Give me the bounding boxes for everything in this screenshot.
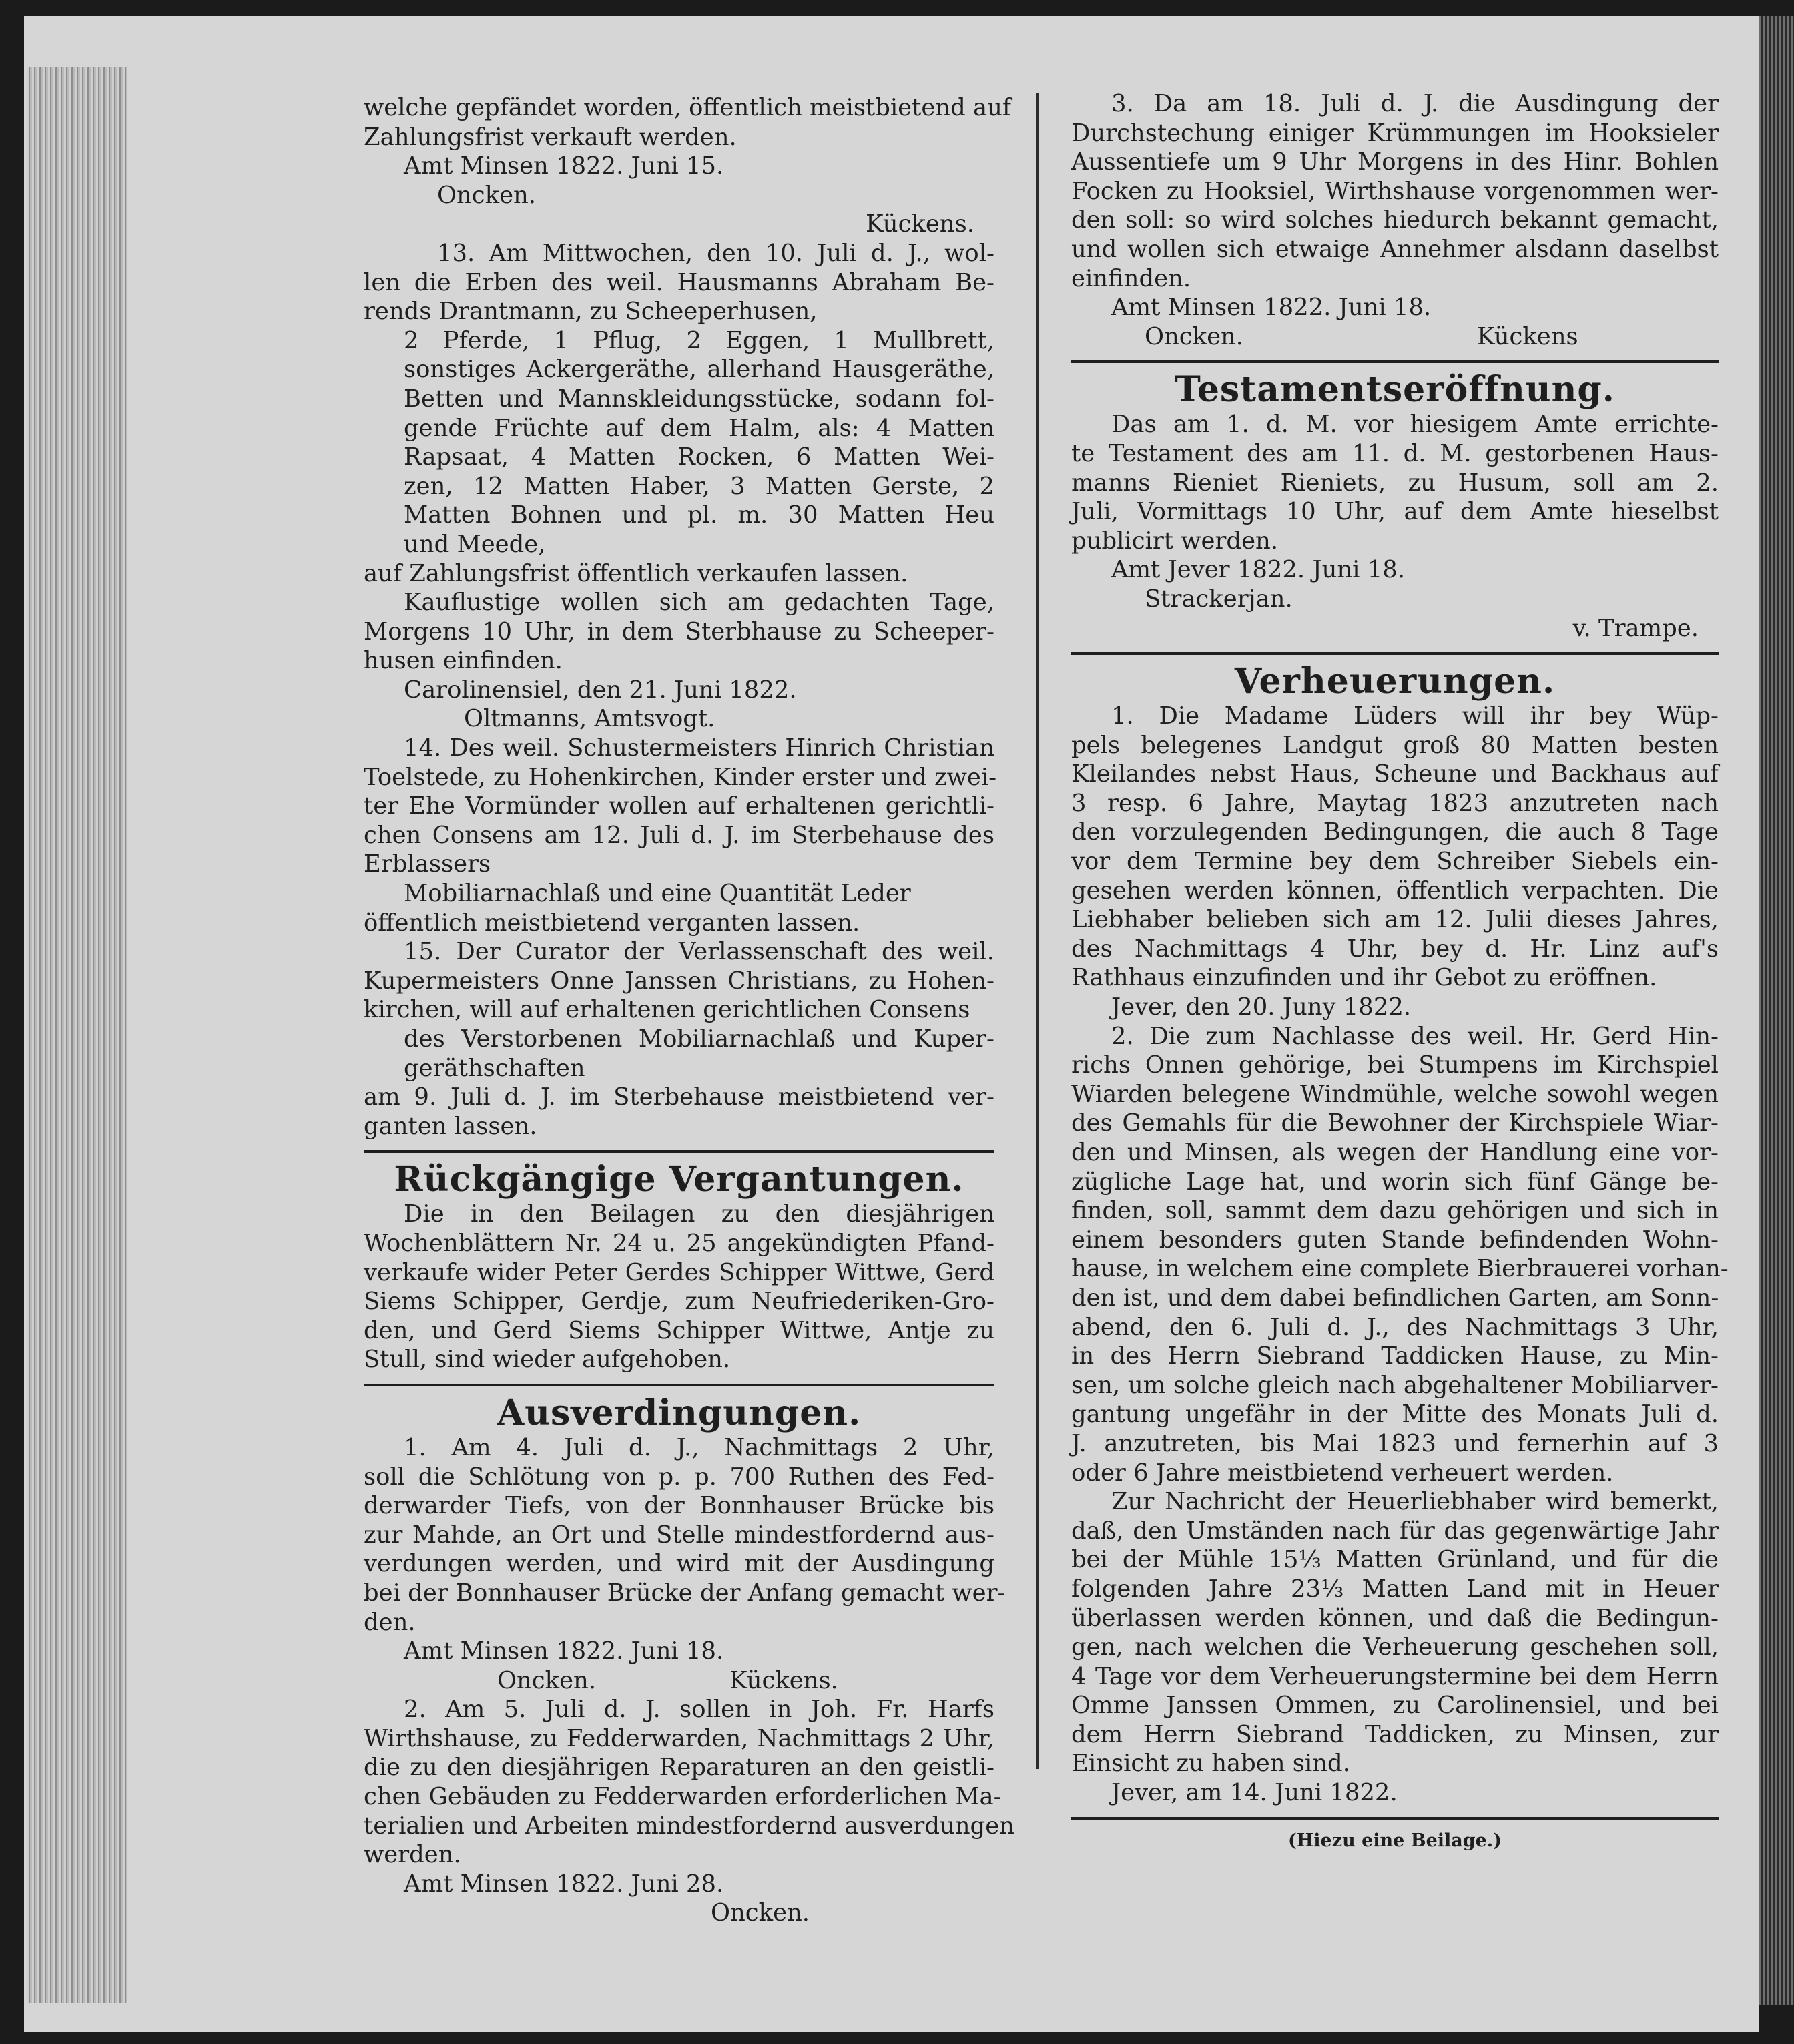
text-line: Kauflustige wollen sich am gedachten Tage,	[404, 589, 994, 617]
text-line: zur Mahde, an Ort und Stelle mindestfordernd aus-	[364, 1521, 994, 1549]
next-page-edge	[1759, 16, 1794, 2005]
notice-3	[1071, 89, 1719, 351]
text-line: den.	[364, 1608, 416, 1636]
text-line: Morgens 10 Uhr, in dem Sterbhause zu Scheeper-	[364, 617, 994, 646]
text-line: daß, den Umständen nach für das gegenwärtige Jahr	[1071, 1517, 1719, 1545]
section-heading: Ausverdingungen.	[497, 1392, 862, 1433]
text-line: Toelstede, zu Hohenkirchen, Kinder erster und zwei-	[364, 763, 997, 791]
item-list-line: des Verstorbenen Mobiliarnachlaß und Kuper-	[404, 1025, 994, 1053]
text-line: Zur Nachricht der Heuerliebhaber wird bemerkt,	[1111, 1488, 1719, 1516]
notice-date: Amt Minsen 1822. Juni 18.	[404, 1637, 724, 1666]
section-verheuerungen	[1071, 661, 1729, 1808]
section-divider	[364, 1384, 994, 1386]
text-line: Siems Schipper, Gerdje, zum Neufriederiken-Gro-	[364, 1288, 994, 1316]
notice-15	[364, 937, 994, 1141]
notice-date: Jever, den 20. Juny 1822.	[1111, 993, 1412, 1021]
signature-right-text: Kückens.	[729, 1666, 838, 1694]
section-divider	[1071, 360, 1719, 363]
text-line: 2. Die zum Nachlasse des weil. Hr. Gerd Hin-	[1111, 1022, 1719, 1050]
text-line: den, und Gerd Siems Schipper Wittwe, Antje zu	[364, 1316, 994, 1344]
text-line: 14. Des weil. Schustermeisters Hinrich Christian	[404, 734, 994, 762]
text-line: 15. Der Curator der Verlassenschaft des weil.	[404, 938, 994, 966]
text-line: die zu den diesjährigen Reparaturen an den geistli-	[364, 1754, 994, 1782]
text-line: zügliche Lage hat, und worin sich fünf Gänge be-	[1071, 1168, 1719, 1196]
text-line: Erblassers	[364, 850, 491, 878]
text-line: chen Gebäuden zu Fedderwarden erforderlichen Ma-	[364, 1783, 1002, 1811]
notice-date: Amt Minsen 1822. Juni 15.	[404, 152, 724, 180]
notice-13	[364, 239, 994, 734]
item-list-line: Betten und Mannskleidungsstücke, sodann fol-	[404, 385, 994, 413]
text-line: derwarder Tiefs, von der Bonnhauser Brücke bis	[364, 1492, 994, 1520]
text-line: in des Herrn Siebrand Taddicken Hause, zu Min-	[1071, 1342, 1719, 1370]
signature-right-text: Kückens	[1477, 322, 1578, 350]
item-list-line: Matten Bohnen und pl. m. 30 Matten Heu	[404, 501, 994, 529]
text-line: te Testament des am 11. d. M. gestorbenen Haus-	[1071, 439, 1719, 467]
signature-left-text: Oncken.	[497, 1666, 597, 1694]
text-line: pels belegenes Landgut groß 80 Matten besten	[1071, 731, 1719, 759]
intro-notice	[364, 93, 1011, 239]
text-line: verdungen werden, und wird mit der Ausdingung	[364, 1550, 994, 1578]
signature-right: Kückens.	[866, 210, 974, 238]
text-line: auf Zahlungsfrist öffentlich verkaufen lassen.	[364, 559, 908, 587]
text-line: Durchstechung einiger Krümmungen im Hooksieler	[1071, 119, 1719, 147]
text-line: Juli, Vormittags 10 Uhr, auf dem Amte hieselbst	[1071, 498, 1719, 526]
text-line: 1. Am 4. Juli d. J., Nachmittags 2 Uhr,	[404, 1433, 994, 1461]
text-line: Die in den Beilagen zu den diesjährigen	[404, 1200, 994, 1228]
text-line: 3 resp. 6 Jahre, Maytag 1823 anzutreten nach	[1071, 789, 1719, 817]
text-line: richs Onnen gehörige, bei Stumpens im Kirchspiel	[1071, 1051, 1719, 1079]
text-line: gen, nach welchen die Verheuerung geschehen soll,	[1071, 1633, 1719, 1662]
text-line: kirchen, will auf erhaltenen gerichtlichen Consens	[364, 996, 970, 1024]
text-line: welche gepfändet worden, öffentlich meistbietend auf	[364, 94, 1011, 121]
text-line: Zahlungsfrist verkauft werden.	[364, 123, 737, 151]
text-line: J. anzutreten, bis Mai 1823 und fernerhin auf 3	[1071, 1429, 1719, 1457]
text-line: den ist, und dem dabei befindlichen Garten, am Sonn-	[1071, 1284, 1719, 1312]
text-line: abend, den 6. Juli d. J., des Nachmittags 3 Uhr,	[1071, 1313, 1719, 1341]
page-fore-edge	[27, 67, 127, 2003]
text-line: und wollen sich etwaige Annehmer alsdann daselbst	[1071, 235, 1719, 263]
text-line: verkaufe wider Peter Gerdes Schipper Wittwe, Gerd	[364, 1258, 994, 1286]
text-line: einem besonders guten Stande befindenden Wohn-	[1071, 1226, 1719, 1254]
item-list-line: Mobiliarnachlaß und eine Quantität Leder	[404, 880, 911, 908]
text-line: Aussentiefe um 9 Uhr Morgens in des Hinr. Bohlen	[1071, 148, 1719, 176]
text-line: manns Rieniet Rieniets, zu Husum, soll am 2.	[1071, 469, 1719, 497]
text-line: oder 6 Jahre meistbietend verheuert werden.	[1071, 1459, 1614, 1487]
text-line: rends Drantmann, zu Scheeperhusen,	[364, 298, 818, 326]
notice-date: Amt Jever 1822. Juni 18.	[1111, 556, 1406, 584]
section-rueckgaengige-vergantungen	[364, 1160, 994, 1374]
text-line: den vorzulegenden Bedingungen, die auch 8 Tage	[1071, 818, 1719, 846]
text-line: chen Consens am 12. Juli d. J. im Sterbehause des	[364, 821, 994, 849]
text-line: Wochenblättern Nr. 24 u. 25 angekündigten Pfand-	[364, 1229, 994, 1257]
item-list-line: und Meede,	[404, 530, 546, 558]
notice-14	[364, 734, 997, 937]
notice-date: Amt Minsen 1822. Juni 28.	[404, 1870, 724, 1898]
section-divider	[1071, 1817, 1719, 1820]
text-line: 2. Am 5. Juli d. J. sollen in Joh. Fr. Harfs	[404, 1696, 994, 1724]
text-line: den und Minsen, als wegen der Handlung eine vor-	[1071, 1139, 1719, 1166]
text-line: werden.	[364, 1841, 461, 1869]
text-line: Kleilandes nebst Haus, Scheune und Backhaus auf	[1071, 760, 1719, 788]
section-heading: Rückgängige Vergantungen.	[394, 1159, 964, 1200]
text-line: Wiarden belegene Windmühle, welche sowohl wegen	[1071, 1080, 1719, 1108]
text-line: Liebhaber belieben sich am 12. Julii dieses Jahres,	[1071, 906, 1719, 934]
section-heading: Testamentseröffnung.	[1175, 369, 1615, 411]
text-line: des Nachmittags 4 Uhr, bey d. Hr. Linz auf's	[1071, 935, 1719, 963]
text-line: dem Herrn Siebrand Taddicken, zu Minsen, zur	[1071, 1720, 1719, 1748]
item-list-line: Rapsaat, 4 Matten Rocken, 6 Matten Wei-	[404, 443, 994, 471]
text-line: öffentlich meistbietend verganten lassen.	[364, 909, 860, 937]
text-line: ganten lassen.	[364, 1112, 537, 1140]
signature-left: Oncken.	[437, 181, 537, 209]
text-line: Das am 1. d. M. vor hiesigem Amte errichte-	[1111, 411, 1719, 439]
text-line: terialien und Arbeiten mindestfordernd ausverdungen	[364, 1812, 1014, 1840]
text-line: Einsicht zu haben sind.	[1071, 1750, 1350, 1778]
text-line: Wirthshause, zu Fedderwarden, Nachmittags 2 Uhr,	[364, 1724, 994, 1752]
signature-left	[364, 1666, 994, 1696]
text-line: hause, in welchem eine complete Bierbrauerei vorhan-	[1071, 1255, 1729, 1283]
text-line: husen einfinden.	[364, 647, 563, 675]
text-line: finden, soll, sammt dem dazu gehörigen und sich in	[1071, 1197, 1719, 1225]
text-line: überlassen werden können, und daß die Bedingun-	[1071, 1604, 1719, 1632]
signature-line	[1071, 322, 1719, 352]
text-line: publicirt werden.	[1071, 527, 1279, 555]
text-line: Stull, sind wieder aufgehoben.	[364, 1346, 731, 1374]
text-line: am 9. Juli d. J. im Sterbehause meistbietend ver-	[364, 1083, 994, 1111]
text-line: Rathhaus einzufinden und ihr Gebot zu eröffnen.	[1071, 964, 1657, 992]
text-line: 13. Am Mittwochen, den 10. Juli d. J., wol-	[437, 239, 994, 267]
text-line: len die Erben des weil. Hausmanns Abraham Be-	[364, 268, 994, 296]
text-line: gantung ungefähr in der Mitte des Monats Juli d.	[1071, 1400, 1719, 1429]
left-column	[364, 93, 1014, 1928]
text-line: folgenden Jahre 23⅓ Matten Land mit in Heuer	[1071, 1575, 1719, 1603]
right-column	[1071, 89, 1729, 1855]
notice-date: Jever, am 14. Juni 1822.	[1111, 1779, 1398, 1807]
text-line: sen, um solche gleich nach abgehaltener Mobiliarver-	[1071, 1371, 1719, 1399]
notice-date: Carolinensiel, den 21. Juni 1822.	[404, 676, 797, 704]
section-testamentseroeffnung	[1071, 370, 1719, 643]
section-divider	[364, 1150, 994, 1153]
section-ausverdingungen	[364, 1392, 1014, 1928]
text-line: Omme Janssen Ommen, zu Carolinensiel, und bei	[1071, 1692, 1719, 1720]
column-divider	[1036, 93, 1039, 1769]
item-list-line: 2 Pferde, 1 Pflug, 2 Eggen, 1 Mullbrett,	[404, 326, 994, 354]
signature-left: Strackerjan.	[1145, 585, 1293, 613]
text-line: gesehen werden können, öffentlich verpachten. Die	[1071, 876, 1719, 905]
text-line: 1. Die Madame Lüders will ihr bey Wüp-	[1111, 702, 1719, 730]
section-heading: Verheuerungen.	[1234, 661, 1556, 702]
text-line: soll die Schlötung von p. p. 700 Ruthen des Fed-	[364, 1463, 994, 1491]
text-line: Focken zu Hooksiel, Wirthshause vorgenommen wer-	[1071, 177, 1719, 205]
supplement-note: (Hiezu eine Beilage.)	[1288, 1830, 1502, 1851]
text-line: einfinden.	[1071, 264, 1191, 292]
item-list-line: zen, 12 Matten Haber, 3 Matten Gerste, 2	[404, 472, 994, 500]
text-line: vor dem Termine bey dem Schreiber Siebels ein-	[1071, 848, 1719, 876]
signature: Oltmanns, Amtsvogt.	[464, 705, 715, 733]
text-line: Kupermeisters Onne Janssen Christians, zu Hohen-	[364, 967, 994, 995]
notice-date: Amt Minsen 1822. Juni 18.	[1111, 294, 1432, 322]
item-list-line: gende Früchte auf dem Halm, als: 4 Matten	[404, 414, 994, 442]
item-list-line: sonstiges Ackergeräthe, allerhand Hausgeräthe,	[404, 356, 994, 384]
item-list-line: geräthschaften	[404, 1054, 585, 1082]
text-line: 4 Tage vor dem Verheuerungstermine bei dem Herrn	[1071, 1662, 1719, 1690]
text-line: 3. Da am 18. Juli d. J. die Ausdingung der	[1111, 90, 1719, 117]
signature-right: v. Trampe.	[1572, 614, 1699, 642]
text-line: bei der Bonnhauser Brücke der Anfang gemacht wer-	[364, 1579, 1006, 1607]
signature-left-text: Oncken.	[1145, 322, 1244, 350]
text-line: bei der Mühle 15⅓ Matten Grünland, und für die	[1071, 1546, 1719, 1574]
section-divider	[1071, 652, 1719, 655]
text-line: den soll: so wird solches hiedurch bekannt gemacht,	[1071, 206, 1719, 234]
text-line: des Gemahls für die Bewohner der Kirchspiele Wiar-	[1071, 1109, 1719, 1137]
signature: Oncken.	[711, 1899, 810, 1927]
text-line: ter Ehe Vormünder wollen auf erhaltenen gerichtli-	[364, 792, 994, 820]
